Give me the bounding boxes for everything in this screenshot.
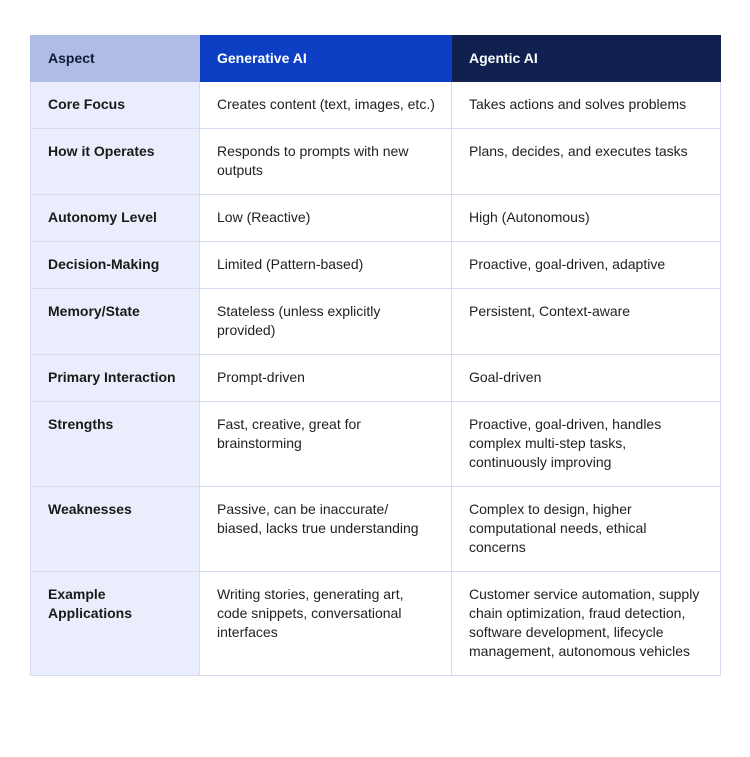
comparison-table-container xyxy=(30,35,720,676)
aspect-cell: Autonomy Level xyxy=(31,195,200,242)
generative-cell: Stateless (unless explicitly provided) xyxy=(200,289,452,355)
aspect-cell: How it Operates xyxy=(31,129,200,195)
agentic-cell: Takes actions and solves problems xyxy=(452,82,721,129)
comparison-table xyxy=(30,35,721,676)
agentic-cell: Persistent, Context-aware xyxy=(452,289,721,355)
agentic-cell: Customer service automation, supply chain optimization, fraud detection, software development, lifecycle management, autonomous vehicles xyxy=(452,572,721,676)
aspect-cell: Decision-Making xyxy=(31,242,200,289)
header-aspect: Aspect xyxy=(31,36,200,82)
aspect-cell: Primary Interaction xyxy=(31,355,200,402)
generative-cell: Fast, creative, great for brainstorming xyxy=(200,402,452,487)
aspect-cell: Weaknesses xyxy=(31,487,200,572)
agentic-cell: Proactive, goal-driven, adaptive xyxy=(452,242,721,289)
table-row xyxy=(31,355,721,402)
aspect-cell: Strengths xyxy=(31,402,200,487)
agentic-cell: Goal-driven xyxy=(452,355,721,402)
generative-cell: Low (Reactive) xyxy=(200,195,452,242)
table-row xyxy=(31,242,721,289)
agentic-cell: High (Autonomous) xyxy=(452,195,721,242)
table-body xyxy=(31,82,721,676)
table-row xyxy=(31,129,721,195)
table-row xyxy=(31,402,721,487)
generative-cell: Writing stories, generating art, code snippets, conversational interfaces xyxy=(200,572,452,676)
generative-cell: Limited (Pattern-based) xyxy=(200,242,452,289)
table-row xyxy=(31,289,721,355)
aspect-cell: Memory/State xyxy=(31,289,200,355)
aspect-cell: Example Applications xyxy=(31,572,200,676)
generative-cell: Responds to prompts with new outputs xyxy=(200,129,452,195)
agentic-cell: Plans, decides, and executes tasks xyxy=(452,129,721,195)
generative-cell: Prompt-driven xyxy=(200,355,452,402)
generative-cell: Creates content (text, images, etc.) xyxy=(200,82,452,129)
aspect-cell: Core Focus xyxy=(31,82,200,129)
table-row xyxy=(31,195,721,242)
agentic-cell: Complex to design, higher computational needs, ethical concerns xyxy=(452,487,721,572)
header-generative-ai: Generative AI xyxy=(200,36,452,82)
generative-cell: Passive, can be inaccurate/ biased, lacks true understanding xyxy=(200,487,452,572)
table-row xyxy=(31,487,721,572)
table-header xyxy=(31,36,721,82)
header-row xyxy=(31,36,721,82)
table-row xyxy=(31,82,721,129)
table-row xyxy=(31,572,721,676)
agentic-cell: Proactive, goal-driven, handles complex multi-step tasks, continuously improving xyxy=(452,402,721,487)
header-agentic-ai: Agentic AI xyxy=(452,36,721,82)
